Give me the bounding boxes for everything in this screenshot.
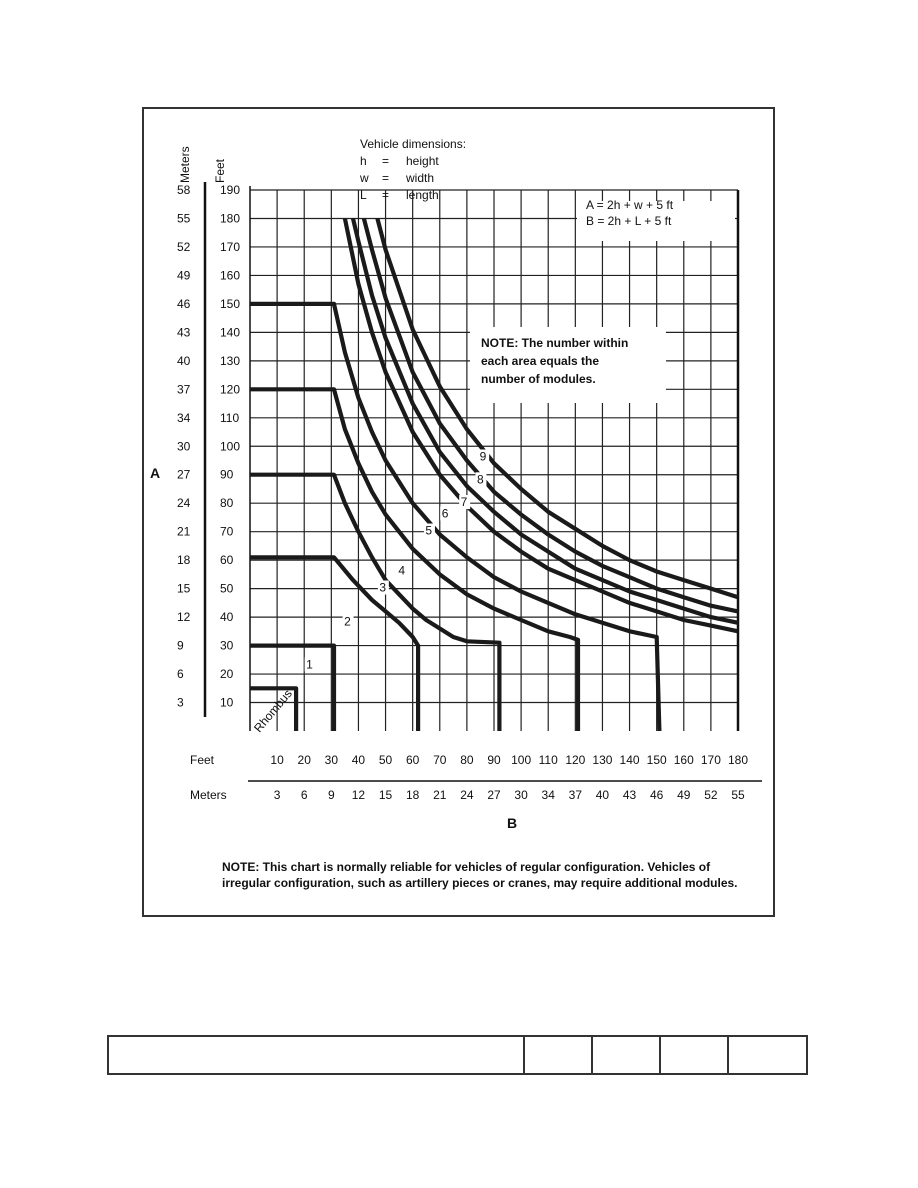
y-tick-meters: 21 (177, 524, 191, 539)
x-tick-feet: 20 (297, 753, 311, 767)
y-tick-feet: 110 (220, 410, 240, 425)
y-tick-meters: 15 (177, 581, 191, 596)
legend-desc: height (406, 154, 439, 168)
note-top-line: NOTE: The number within (481, 336, 629, 350)
y-tick-meters: 12 (177, 610, 191, 625)
x-tick-meters: 43 (622, 788, 637, 802)
x-tick-feet: 150 (646, 753, 667, 767)
x-tick-meters: 9 (327, 788, 335, 802)
y-tick-meters: 9 (177, 638, 184, 653)
x-tick-meters: 3 (273, 788, 281, 802)
x-tick-meters: 52 (704, 788, 718, 802)
x-tick-feet: 120 (565, 753, 586, 767)
legend-equals: = (382, 154, 390, 168)
y-tick-meters: 58 (177, 183, 191, 197)
x-tick-meters: 46 (649, 788, 664, 802)
legend-symbol: L (360, 188, 367, 202)
legend-desc: width (406, 171, 435, 185)
y-axis-title: A (150, 465, 161, 481)
y-tick-meters: 34 (177, 410, 191, 425)
y-tick-meters: 37 (177, 382, 191, 397)
note-top-line: each area equals the (481, 354, 600, 368)
legend-desc: length (406, 188, 439, 202)
y-tick-meters: 55 (177, 211, 191, 226)
legend-title: Vehicle dimensions: (360, 137, 467, 151)
y-tick-feet: 10 (220, 695, 234, 710)
bottom-note: NOTE: This chart is normally reliable for vehicles of regular configuration. Vehicles of irregular configuration, such as artillery pieces or cranes, may require additional modules. (222, 860, 738, 890)
x-tick-feet: 80 (460, 753, 474, 767)
y-unit-feet: Feet (213, 158, 227, 183)
y-unit-meters: Meters (178, 146, 192, 183)
table-cell (524, 1036, 592, 1074)
table-cell (660, 1036, 728, 1074)
y-tick-meters: 49 (177, 268, 191, 283)
region-label-8: 8 (476, 472, 484, 487)
y-tick-feet: 90 (220, 467, 234, 482)
y-tick-feet: 30 (220, 638, 234, 653)
x-tick-feet: 140 (619, 753, 640, 767)
x-unit-meters: Meters (190, 788, 227, 802)
x-tick-feet: 50 (378, 753, 393, 767)
table-cell (108, 1036, 524, 1074)
x-unit-feet: Feet (190, 753, 215, 767)
y-tick-feet: 130 (220, 353, 241, 368)
table-cell (728, 1036, 807, 1074)
x-tick-feet: 160 (673, 753, 694, 767)
region-label-rhombus: Rhombus (251, 686, 295, 735)
y-tick-feet: 190 (220, 183, 241, 197)
x-tick-feet: 30 (324, 753, 339, 767)
x-tick-meters: 40 (595, 788, 610, 802)
y-tick-meters: 43 (177, 325, 191, 340)
region-label-6: 6 (441, 506, 449, 521)
x-tick-meters: 15 (378, 788, 393, 802)
y-tick-meters: 30 (177, 439, 191, 454)
y-tick-meters: 24 (177, 496, 191, 511)
y-tick-meters: 18 (177, 553, 191, 568)
y-tick-feet: 120 (220, 382, 241, 397)
region-label-4: 4 (398, 563, 406, 578)
region-label-5: 5 (425, 523, 433, 538)
note-top-line: number of modules. (481, 372, 596, 386)
legend-symbol: h (360, 154, 367, 168)
x-tick-meters: 55 (731, 788, 745, 802)
legend-equals: = (382, 171, 390, 185)
region-label-9: 9 (479, 449, 487, 464)
y-tick-feet: 100 (220, 439, 241, 454)
x-tick-feet: 130 (592, 753, 613, 767)
y-tick-meters: 52 (177, 239, 191, 254)
y-tick-feet: 20 (220, 667, 234, 682)
y-tick-feet: 180 (220, 211, 241, 226)
x-tick-feet: 170 (700, 753, 721, 767)
x-tick-feet: 110 (538, 753, 558, 767)
series-curve-8 (353, 219, 738, 623)
region-label-2: 2 (344, 614, 351, 629)
table-cell (592, 1036, 660, 1074)
region-label-3: 3 (379, 580, 387, 595)
y-tick-feet: 70 (220, 524, 234, 539)
region-label-1: 1 (306, 657, 313, 672)
x-tick-meters: 24 (460, 788, 474, 802)
y-tick-feet: 140 (220, 325, 241, 340)
y-tick-feet: 150 (220, 296, 241, 311)
x-tick-feet: 180 (727, 753, 749, 767)
x-tick-meters: 49 (677, 788, 691, 802)
x-tick-feet: 10 (270, 753, 284, 767)
region-label-7: 7 (460, 495, 468, 510)
legend-equals: = (382, 188, 390, 202)
y-tick-feet: 60 (220, 553, 234, 568)
x-tick-meters: 12 (351, 788, 366, 802)
x-tick-feet: 90 (487, 753, 501, 767)
y-tick-feet: 80 (220, 496, 234, 511)
formula-text: A = 2h + w + 5 ft (586, 198, 674, 212)
y-tick-meters: 3 (177, 695, 184, 710)
y-tick-meters: 27 (177, 467, 191, 482)
x-tick-feet: 100 (511, 753, 532, 767)
formula-text: B = 2h + L + 5 ft (586, 214, 672, 228)
x-tick-feet: 60 (405, 753, 420, 767)
x-tick-meters: 6 (300, 788, 308, 802)
table-row (108, 1036, 807, 1074)
blank-table (107, 1035, 808, 1075)
x-tick-feet: 40 (351, 753, 366, 767)
x-tick-meters: 27 (487, 788, 501, 802)
y-tick-meters: 46 (177, 296, 191, 311)
x-tick-meters: 34 (541, 788, 555, 802)
y-tick-feet: 50 (220, 581, 234, 596)
y-tick-meters: 40 (177, 353, 191, 368)
module-chart (142, 107, 775, 917)
y-tick-feet: 40 (220, 610, 234, 625)
y-tick-feet: 160 (220, 268, 241, 283)
legend-symbol: w (360, 171, 369, 185)
x-tick-meters: 21 (433, 788, 447, 802)
x-tick-feet: 70 (433, 753, 447, 767)
x-tick-meters: 30 (514, 788, 528, 802)
y-tick-meters: 6 (177, 667, 184, 682)
x-tick-meters: 37 (568, 788, 583, 802)
x-axis-title: B (507, 815, 518, 831)
y-tick-feet: 170 (220, 239, 241, 254)
x-tick-meters: 18 (405, 788, 420, 802)
